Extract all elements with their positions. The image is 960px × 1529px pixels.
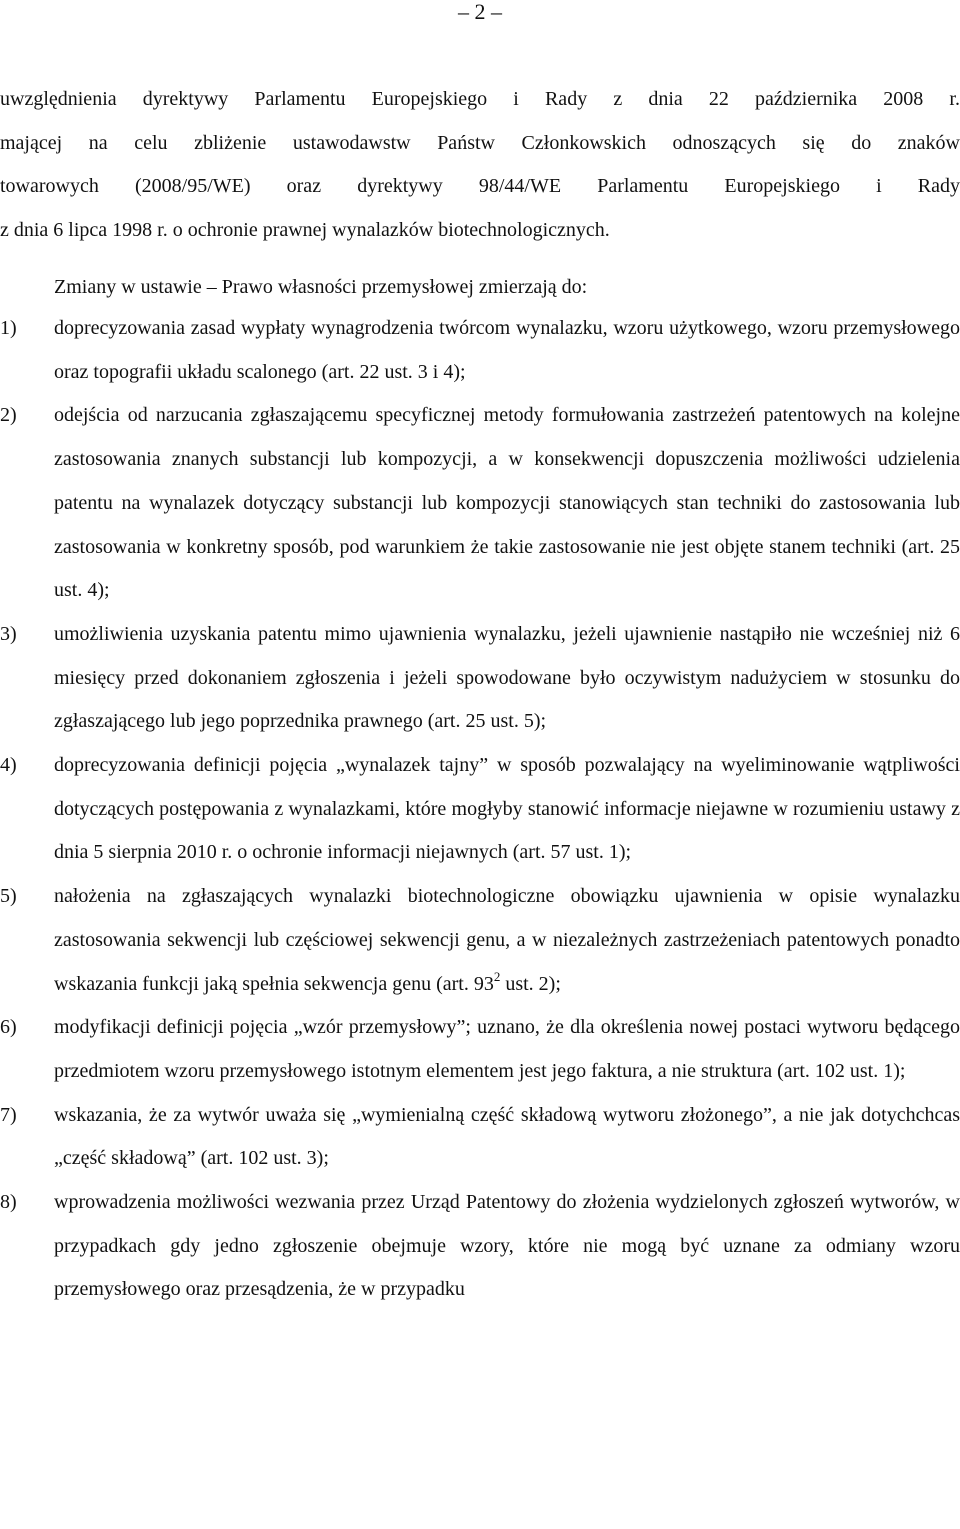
list-item-number: 8) <box>0 1191 17 1214</box>
list-item-number: 4) <box>0 754 17 777</box>
intro-line: uwzględnienia dyrektywy Parlamentu Europejskiego i Rady z dnia 22 października 2008 r. <box>0 88 960 110</box>
list-item-text: umożliwienia uzyskania patentu mimo ujawnienia wynalazku, jeżeli ujawnienie nastąpiło nie wcześniej niż 6 miesięcy przed dokonaniem zgłoszenia i jeżeli spowodowane było oczywistym nadużyciem w stosunku do zgłaszającego lub jego poprzednika prawnego (art. 25 ust. 5); <box>54 622 960 733</box>
list-item <box>0 1006 960 1093</box>
list-item-text-part: ust. 2); <box>500 972 561 995</box>
list-item <box>0 613 960 744</box>
changes-list <box>0 307 960 1312</box>
list-item-text: odejścia od narzucania zgłaszającemu specyficznej metody formułowania zastrzeżeń patentowych na kolejne zastosowania znanych substancji lub kompozycji, a w konsekwencji dopuszczenia możliwości udzielenia patentu na wynalazek dotyczący substancji lub kompozycji stanowiących stan techniki do zastosowania lub zastosowania w konkretny sposób, pod warunkiem że takie zastosowanie nie jest objęte stanem techniki (art. 25 ust. 4); <box>54 404 960 602</box>
list-item-text: doprecyzowania zasad wypłaty wynagrodzenia twórcom wynalazku, wzoru użytkowego, wzoru przemysłowego oraz topografii układu scalonego (art. 22 ust. 3 i 4); <box>54 317 960 383</box>
list-item-text: wskazania, że za wytwór uważa się „wymienialną część składową wytworu złożonego”, a nie jak dotychchcas „część składową” (art. 102 ust. 3); <box>54 1103 960 1170</box>
list-item-number: 7) <box>0 1103 17 1126</box>
list-item-text-part: nałożenia na zgłaszających wynalazki biotechnologiczne obowiązku ujawnienia w opisie wynalazku zastosowania sekwencji lub częściowej sekwencji genu, a w niezależnych zastrzeżeniach patentowych ponadto wskazania funkcji jaką spełnia sekwencja genu (art. 93 <box>54 885 960 995</box>
list-item <box>0 744 960 875</box>
intro-paragraph <box>0 78 960 252</box>
superscript: 2 <box>493 968 501 984</box>
list-item <box>0 1181 960 1312</box>
list-item-number: 2) <box>0 404 17 427</box>
list-item-number: 5) <box>0 885 17 908</box>
page-number: – 2 – <box>458 0 502 24</box>
list-item <box>0 394 960 613</box>
list-item-text: doprecyzowania definicji pojęcia „wynalazek tajny” w sposób pozwalający na wyeliminowanie wątpliwości dotyczących postępowania z wynalazkami, które mogłyby stanowić informacje niejawne w rozumieniu ustawy z dnia 5 sierpnia 2010 r. o ochronie informacji niejawnych (art. 57 ust. 1); <box>54 754 960 864</box>
intro-line: mającej na celu zbliżenie ustawodawstw Państw Członkowskich odnoszących się do znaków <box>0 131 960 154</box>
intro-line: towarowych (2008/95/WE) oraz dyrektywy 98/44/WE Parlamentu Europejskiego i Rady <box>0 175 960 197</box>
list-item-text <box>54 875 960 1006</box>
list-item <box>0 307 960 394</box>
list-item <box>0 875 960 1006</box>
intro-line: z dnia 6 lipca 1998 r. o ochronie prawnej wynalazków biotechnologicznych. <box>0 218 610 241</box>
list-lead-text: Zmiany w ustawie – Prawo własności przemysłowej zmierzają do: <box>54 276 588 298</box>
list-item <box>0 1094 960 1181</box>
list-item-number: 3) <box>0 622 17 645</box>
list-item-text: modyfikacji definicji pojęcia „wzór przemysłowy”; uznano, że dla określenia nowej postaci wytworu będącego przedmiotem wzoru przemysłowego istotnym elementem jest jego faktura, a nie struktura (art. 102 ust. 1); <box>54 1016 960 1082</box>
list-item-number: 6) <box>0 1016 17 1039</box>
list-item-text: wprowadzenia możliwości wezwania przez Urząd Patentowy do złożenia wydzielonych zgłoszeń wytworów, w przypadkach gdy jedno zgłoszenie obejmuje wzory, które nie mogą być uznane za odmiany wzoru przemysłowego oraz przesądzenia, że w przypadku <box>54 1191 960 1301</box>
list-item-number: 1) <box>0 317 17 339</box>
